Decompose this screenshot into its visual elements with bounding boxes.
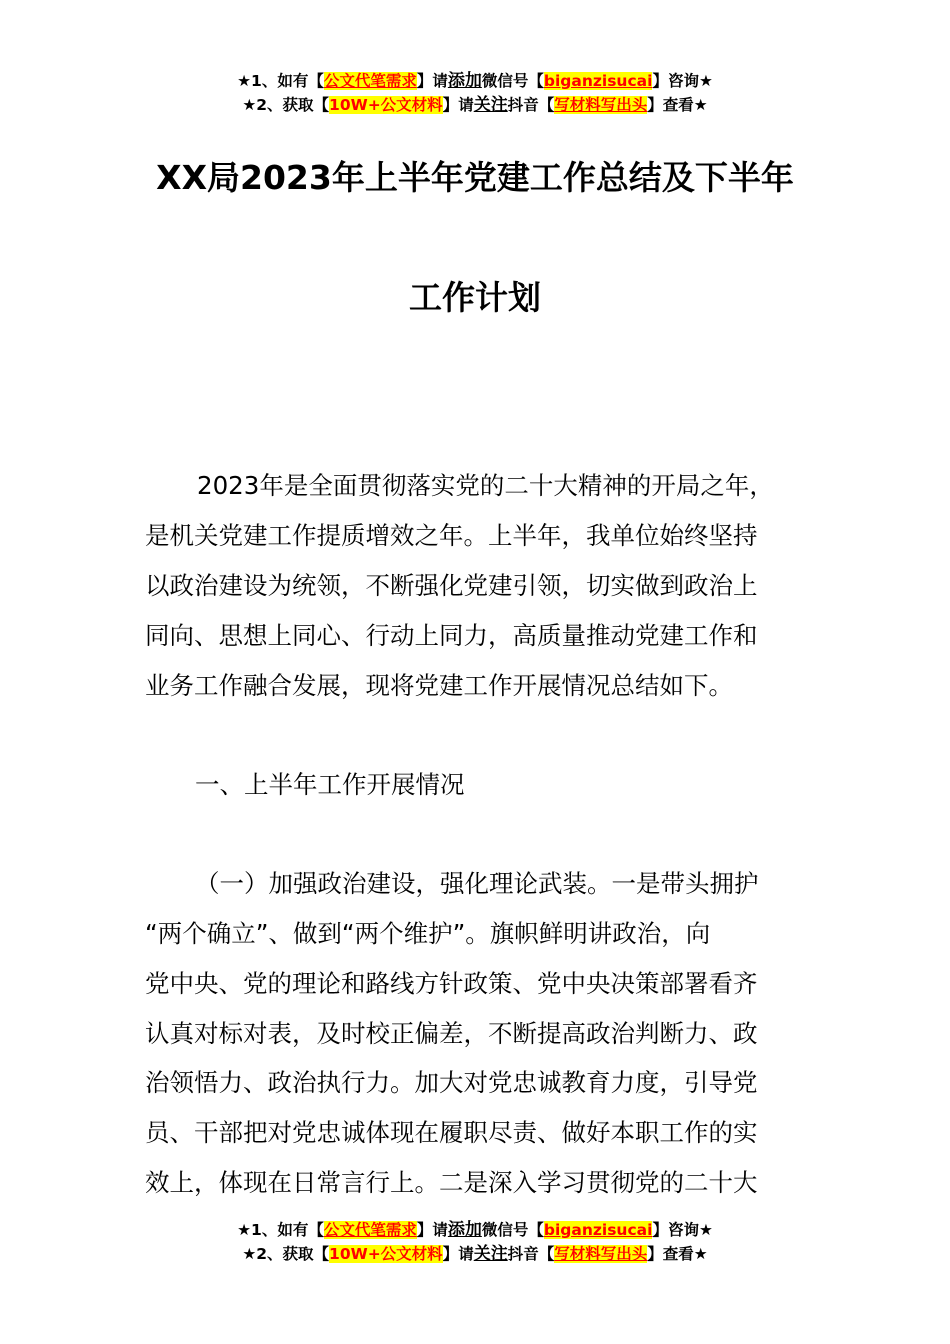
banner-text: 抖音【	[507, 96, 555, 114]
banner-line-2	[0, 93, 950, 117]
banner-line-1	[0, 1218, 950, 1242]
highlight-text: 10W+公文材料	[329, 96, 443, 114]
banner-text: 】请	[442, 1245, 474, 1263]
section-heading: 一、上半年工作开展情况	[195, 770, 465, 799]
banner-text: ★1、如有【	[237, 72, 324, 90]
paragraph-line: 2023年是全面贯彻落实党的二十大精神的开局之年，	[197, 471, 774, 500]
underlined-text: 添加	[447, 71, 482, 91]
highlight-text: 10W+公文材料	[329, 1245, 443, 1263]
banner-text: 】请	[416, 1221, 448, 1239]
banner-text: 抖音【	[507, 1245, 555, 1263]
footer-banner	[0, 1218, 950, 1266]
paragraph-line: 党中央、党的理论和路线方针政策、党中央决策部署看齐	[145, 969, 758, 998]
document-title-line-2: 工作计划	[409, 278, 541, 317]
banner-text: 】请	[416, 72, 448, 90]
paragraph-line: 以政治建设为统领，不断强化党建引领，切实做到政治上	[145, 571, 758, 600]
banner-line-2	[0, 1242, 950, 1266]
banner-line-1	[0, 69, 950, 93]
banner-text: ★1、如有【	[237, 1221, 324, 1239]
header-banner	[0, 69, 950, 117]
paragraph-line: 是机关党建工作提质增效之年。上半年，我单位始终坚持	[145, 521, 758, 550]
paragraph-line: 治领悟力、政治执行力。加大对党忠诚教育力度，引导党	[145, 1068, 758, 1097]
underlined-text: 关注	[473, 1244, 508, 1264]
banner-text: 】查看★	[647, 96, 708, 114]
paragraph-line: 员、干部把对党忠诚体现在履职尽责、做好本职工作的实	[145, 1118, 758, 1147]
highlight-text: 公文代笔需求	[323, 1221, 417, 1239]
paragraph-line: 同向、思想上同心、行动上同力，高质量推动党建工作和	[145, 621, 758, 650]
banner-text: 】请	[442, 96, 474, 114]
paragraph-line: （一）加强政治建设，强化理论武装。一是带头拥护	[195, 869, 759, 898]
wechat-id: biganzisucai	[543, 1221, 653, 1239]
douyin-id: 写材料写出头	[554, 1245, 648, 1263]
banner-text: 】查看★	[647, 1245, 708, 1263]
paragraph-line: “两个确立”、做到“两个维护”。旗帜鲜明讲政治，向	[145, 919, 711, 948]
paragraph-line: 认真对标对表，及时校正偏差，不断提高政治判断力、政	[145, 1019, 758, 1048]
paragraph-line: 业务工作融合发展，现将党建工作开展情况总结如下。	[145, 671, 733, 700]
paragraph-line: 效上，体现在日常言行上。二是深入学习贯彻党的二十大	[145, 1168, 758, 1197]
underlined-text: 添加	[447, 1220, 482, 1240]
banner-text: 】咨询★	[652, 1221, 713, 1239]
banner-text: ★2、获取【	[242, 1245, 330, 1263]
banner-text: ★2、获取【	[242, 96, 330, 114]
banner-text: 】咨询★	[652, 72, 713, 90]
banner-text: 微信号【	[481, 1221, 544, 1239]
underlined-text: 关注	[473, 95, 508, 115]
document-title-line-1: XX局2023年上半年党建工作总结及下半年	[156, 158, 794, 197]
douyin-id: 写材料写出头	[554, 96, 648, 114]
banner-text: 微信号【	[481, 72, 544, 90]
highlight-text: 公文代笔需求	[323, 72, 417, 90]
wechat-id: biganzisucai	[543, 72, 653, 90]
